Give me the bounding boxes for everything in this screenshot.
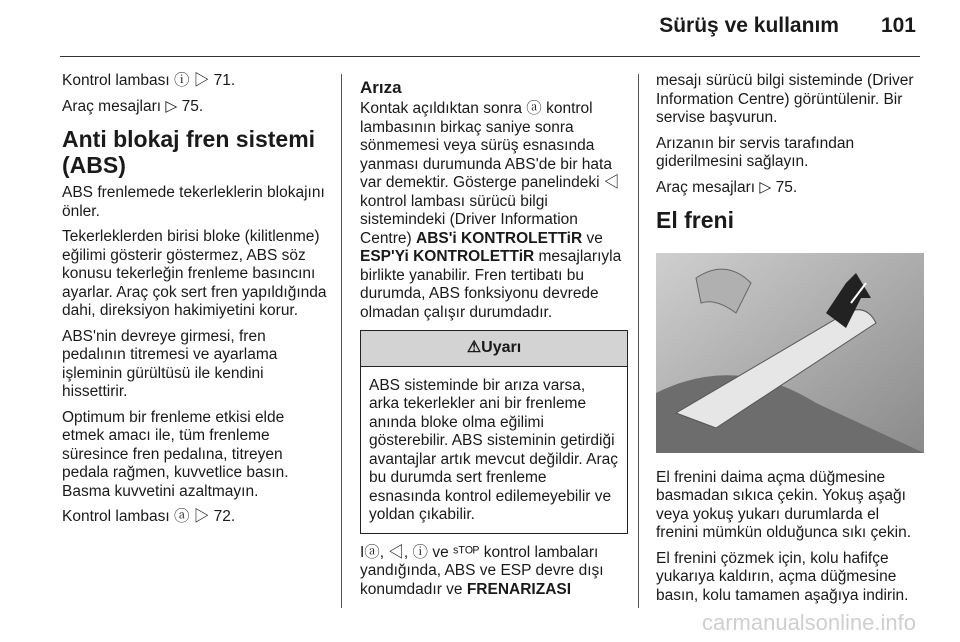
bold-text: ABS'i KONTROLETTiR bbox=[416, 229, 583, 247]
column-divider bbox=[341, 74, 342, 608]
column-1 bbox=[62, 72, 330, 534]
paragraph: El frenini daima açma düğmesine basmadan sıkıca çekin. Yokuş aşağı veya yokuş yukarı durumlarda el frenini mümkün olduğunca sıkı çekin. bbox=[656, 468, 912, 541]
warning-title: ⚠Uyarı bbox=[361, 331, 627, 367]
column-divider bbox=[638, 74, 639, 608]
column-3 bbox=[656, 72, 924, 612]
paragraph: Araç mesajları ▷ 75. bbox=[656, 178, 798, 196]
watermark: carmanualsonline.info bbox=[701, 610, 916, 635]
header-rule bbox=[60, 56, 920, 57]
paragraph bbox=[360, 100, 628, 322]
paragraph: Kontrol lambası ⓘ ▷ 71. bbox=[62, 72, 236, 89]
warning-body: ABS sisteminde bir arıza varsa, arka tekerlekler ani bir frenleme anında bloke olma eğilimi gösterebilir. ABS sisteminin getirdiği avantajlar artık mevcut değildir. Araç bu durumda sert frenleme esnasında kontrol edilemeyebilir ve yoldan çıkabilir. bbox=[369, 376, 618, 523]
paragraph: Kontrol lambası ⓐ ▷ 72. bbox=[62, 508, 236, 525]
text: Kontak açıldıktan sonra ⓐ kontrol lambasının birkaç saniye sonra sönmemesi veya sürüş esnasında yanması durumunda ABS'de bir hata var demektir. Gösterge panelindeki ◁ kontrol lambası sürücü bilgi sistemindeki (Driver Information Centre) bbox=[360, 100, 620, 247]
paragraph: Optimum bir frenleme etkisi elde etmek amacı ile, tüm frenleme süresince fren pedalına, titreyen pedala rağmen, kuvvetlice basın. Basma kuvvetini azaltmayın. bbox=[62, 408, 289, 500]
paragraph: El frenini çözmek için, kolu hafifçe yukarıya kaldırın, açma düğmesine basın, kolu tamamen aşağıya indirin. bbox=[656, 549, 909, 604]
page-number: 101 bbox=[880, 14, 916, 37]
text: ve bbox=[582, 229, 603, 247]
paragraph bbox=[360, 544, 628, 600]
bold-text: FRENARIZASI bbox=[466, 580, 572, 598]
text: mesajlarıyla birlikte yanabilir. Fren tertibatı bu durumda, ABS fonksiyonu devrede olmadan çalışır durumdadır. bbox=[360, 248, 622, 321]
paragraph: ABS'nin devreye girmesi, fren pedalının titremesi ve ayarlama işleminin gürültüsü ile kendini hissettirir. bbox=[62, 327, 278, 400]
page-header bbox=[659, 14, 916, 38]
paragraph: Arızanın bir servis tarafından giderilmesini sağlayın. bbox=[656, 134, 855, 170]
paragraph: ABS frenlemede tekerleklerin blokajını önler. bbox=[62, 184, 325, 220]
handbrake-illustration bbox=[656, 253, 924, 453]
text: Iⓐ, ◁, ⓘ ve ˢᵀᴼᴾ kontrol lambaları yandığında, ABS ve ESP devre dışı konumdadır ve bbox=[360, 543, 604, 598]
section-heading-abs: Anti blokaj fren sistemi (ABS) bbox=[62, 126, 316, 178]
bold-text: ESP'Yi KONTROLETTiR bbox=[360, 248, 535, 265]
section-title: Sürüş ve kullanım bbox=[659, 14, 839, 37]
subheading-fault: Arıza bbox=[360, 78, 402, 97]
column-2 bbox=[360, 72, 628, 606]
section-heading-handbrake: El freni bbox=[656, 207, 734, 233]
paragraph: mesajı sürücü bilgi sisteminde (Driver Information Centre) görüntülenir. Bir servise başvurun. bbox=[656, 72, 914, 126]
paragraph: Araç mesajları ▷ 75. bbox=[62, 97, 204, 115]
warning-box bbox=[360, 330, 628, 534]
paragraph: Tekerleklerden birisi bloke (kilitlenme) eğilimi gösterir göstermez, ABS söz konusu tekerleğin frenleme basıncını ayarlar. Araç çok sert fren yapıldığında dahi, direksiyon hakimiyetini korur. bbox=[62, 228, 327, 319]
